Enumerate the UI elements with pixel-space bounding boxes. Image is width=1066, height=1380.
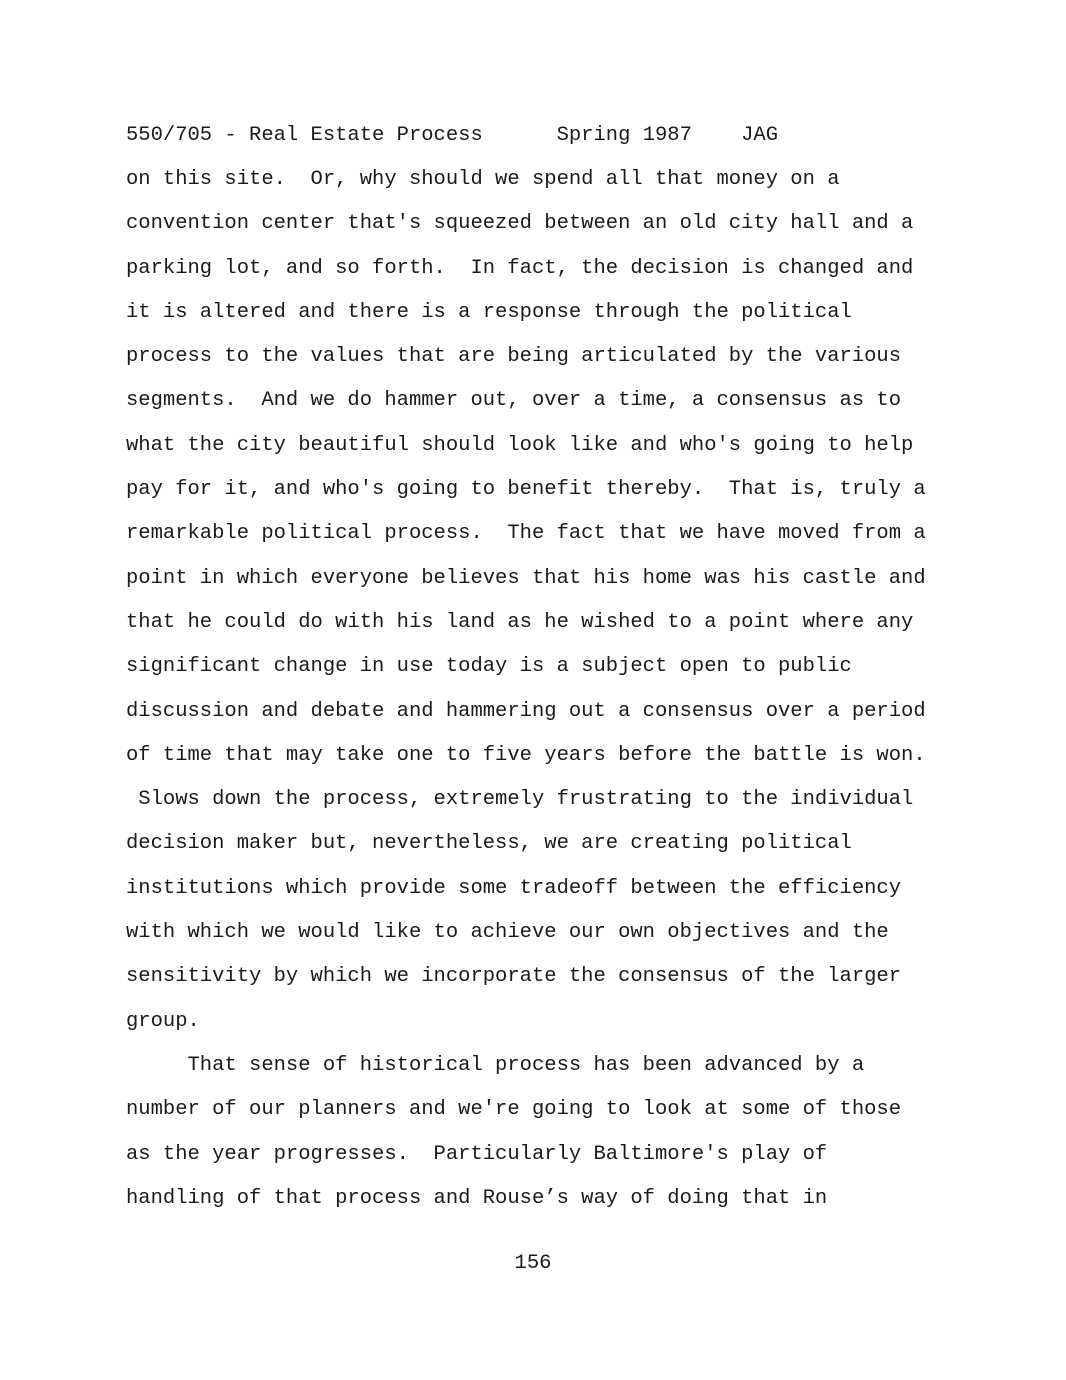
header-term: Spring 1987	[556, 124, 692, 147]
text-line: it is altered and there is a response through the political	[126, 300, 852, 324]
text-line: on this site. Or, why should we spend all that money on a	[126, 168, 840, 191]
text-line: number of our planners and we're going to look at some of those	[126, 1098, 902, 1122]
text-line: group.	[126, 1009, 200, 1033]
text-line: pay for it, and who's going to benefit thereby. That is, truly a	[126, 478, 926, 502]
text-line: discussion and debate and hammering out a consensus over a period	[126, 699, 926, 723]
text-line: parking lot, and so forth. In fact, the decision is changed and	[126, 256, 914, 280]
text-line: Slows down the process, extremely frustrating to the individual	[126, 788, 914, 812]
text-line: sensitivity by which we incorporate the consensus of the larger	[126, 965, 902, 989]
header-initials: JAG	[741, 124, 779, 147]
text-line: of time that may take one to five years before the battle is won.	[126, 743, 926, 767]
text-line: That sense of historical process has been advanced by a	[126, 1053, 865, 1077]
text-line: process to the values that are being articulated by the various	[126, 345, 902, 369]
text-line: remarkable political process. The fact that we have moved from a	[126, 522, 926, 546]
body-text	[126, 167, 1026, 1230]
text-line: as the year progresses. Particularly Baltimore's play of	[126, 1142, 828, 1166]
text-line: decision maker but, nevertheless, we are creating political	[126, 832, 852, 856]
text-line: convention center that's squeezed between an old city hall and a	[126, 212, 914, 236]
text-line: point in which everyone believes that his home was his castle and	[126, 566, 926, 590]
text-line: significant change in use today is a subject open to public	[126, 655, 852, 679]
page-number: 156	[514, 1252, 552, 1275]
text-line: handling of that process and Rouse’s way of doing that in	[126, 1186, 828, 1210]
header-course: 550/705 - Real Estate Process	[126, 124, 483, 147]
text-line: with which we would like to achieve our own objectives and the	[126, 921, 889, 945]
text-line: that he could do with his land as he wished to a point where any	[126, 610, 914, 634]
page-header	[126, 123, 778, 149]
text-line: segments. And we do hammer out, over a time, a consensus as to	[126, 389, 902, 413]
text-line: institutions which provide some tradeoff between the efficiency	[126, 876, 902, 900]
text-line: what the city beautiful should look like and who's going to help	[126, 433, 914, 457]
